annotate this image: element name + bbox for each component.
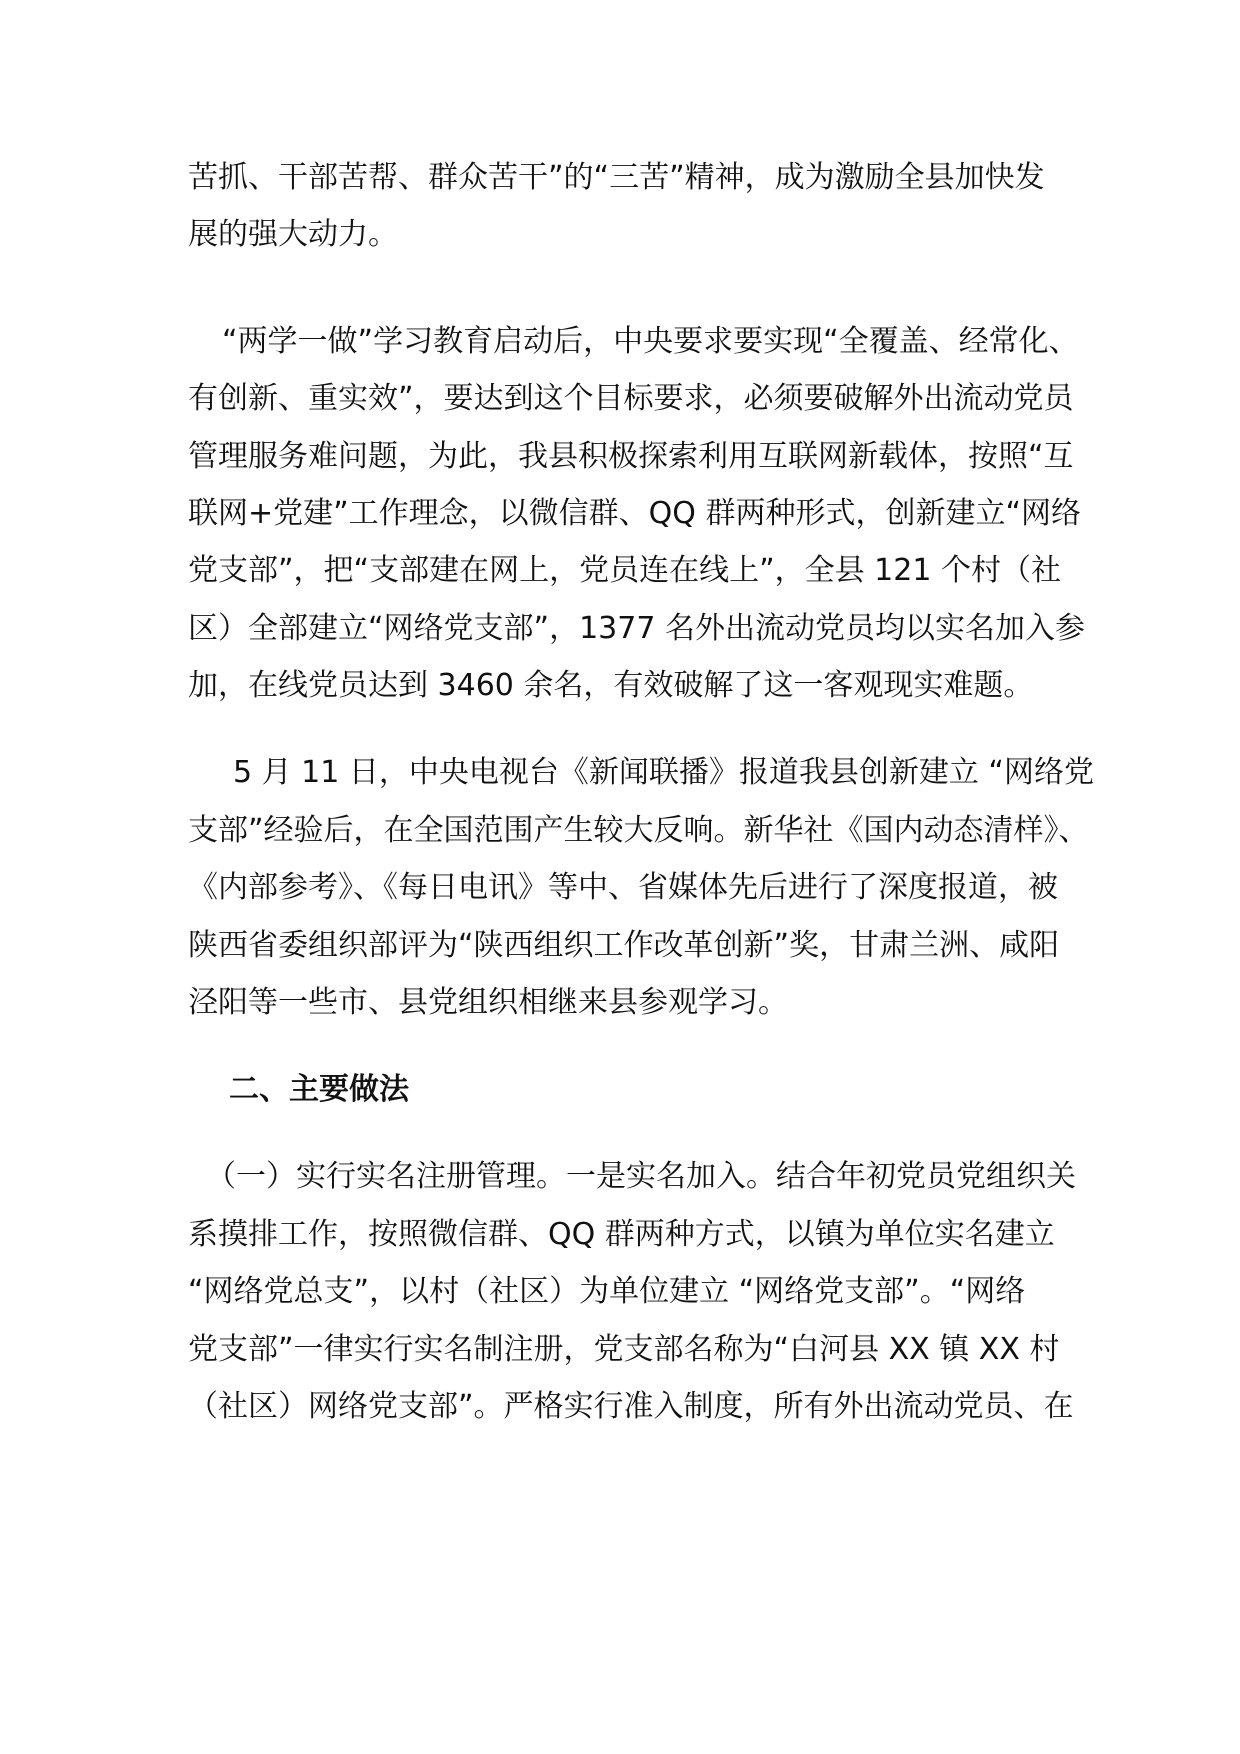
paragraph-line: （社区）网络党支部”。严格实行准入制度，所有外出流动党员、在 bbox=[188, 1389, 1074, 1424]
paragraph-line: 系摸排工作，按照微信群、QQ 群两种方式，以镇为单位实名建立 bbox=[188, 1217, 1055, 1252]
paragraph-line: 5 月 11 日，中央电视台《新闻联播》报道我县创新建立 “网络党 bbox=[233, 755, 1094, 790]
paragraph-line: 区）全部建立“网络党支部”，1377 名外出流动党员均以实名加入参 bbox=[188, 611, 1085, 646]
paragraph-line: 加，在线党员达到 3460 余名，有效破解了这一客观现实难题。 bbox=[188, 668, 1034, 703]
paragraph-line: 党支部”，把“支部建在网上，党员连在线上”，全县 121 个村（社 bbox=[188, 553, 1061, 588]
section-heading: 二、主要做法 bbox=[229, 1072, 409, 1107]
paragraph-line: 联网+党建”工作理念，以微信群、QQ 群两种形式，创新建立“网络 bbox=[188, 496, 1081, 531]
paragraph-line: 管理服务难问题，为此，我县积极探索利用互联网新载体，按照“互 bbox=[188, 439, 1074, 474]
paragraph-line: “两学一做”学习教育启动后，中央要求要实现“全覆盖、经常化、 bbox=[222, 324, 1079, 359]
paragraph-line: 泾阳等一些市、县党组织相继来县参观学习。 bbox=[188, 985, 788, 1020]
paragraph-line: 支部”经验后，在全国范围产生较大反响。新华社《国内动态清样》、 bbox=[188, 813, 1089, 848]
paragraph-line: “网络党总支”，以村（社区）为单位建立 “网络党支部”。“网络 bbox=[188, 1274, 1026, 1309]
paragraph-line: 陕西省委组织部评为“陕西组织工作改革创新”奖，甘肃兰洲、咸阳 bbox=[188, 928, 1060, 963]
paragraph-line: 《内部参考》、《每日电讯》等中、省媒体先后进行了深度报道，被 bbox=[188, 870, 1058, 905]
paragraph-line: 党支部”一律实行实名制注册，党支部名称为“白河县 XX 镇 XX 村 bbox=[188, 1332, 1060, 1367]
paragraph-line: （一）实行实名注册管理。一是实名加入。结合年初党员党组织关 bbox=[206, 1159, 1076, 1194]
paragraph-line: 展的强大动力。 bbox=[188, 217, 398, 252]
paragraph-line: 有创新、重实效”，要达到这个目标要求，必须要破解外出流动党员 bbox=[188, 381, 1074, 416]
paragraph-line: 苦抓、干部苦帮、群众苦干”的“三苦”精神，成为激励全县加快发 bbox=[188, 160, 1045, 195]
